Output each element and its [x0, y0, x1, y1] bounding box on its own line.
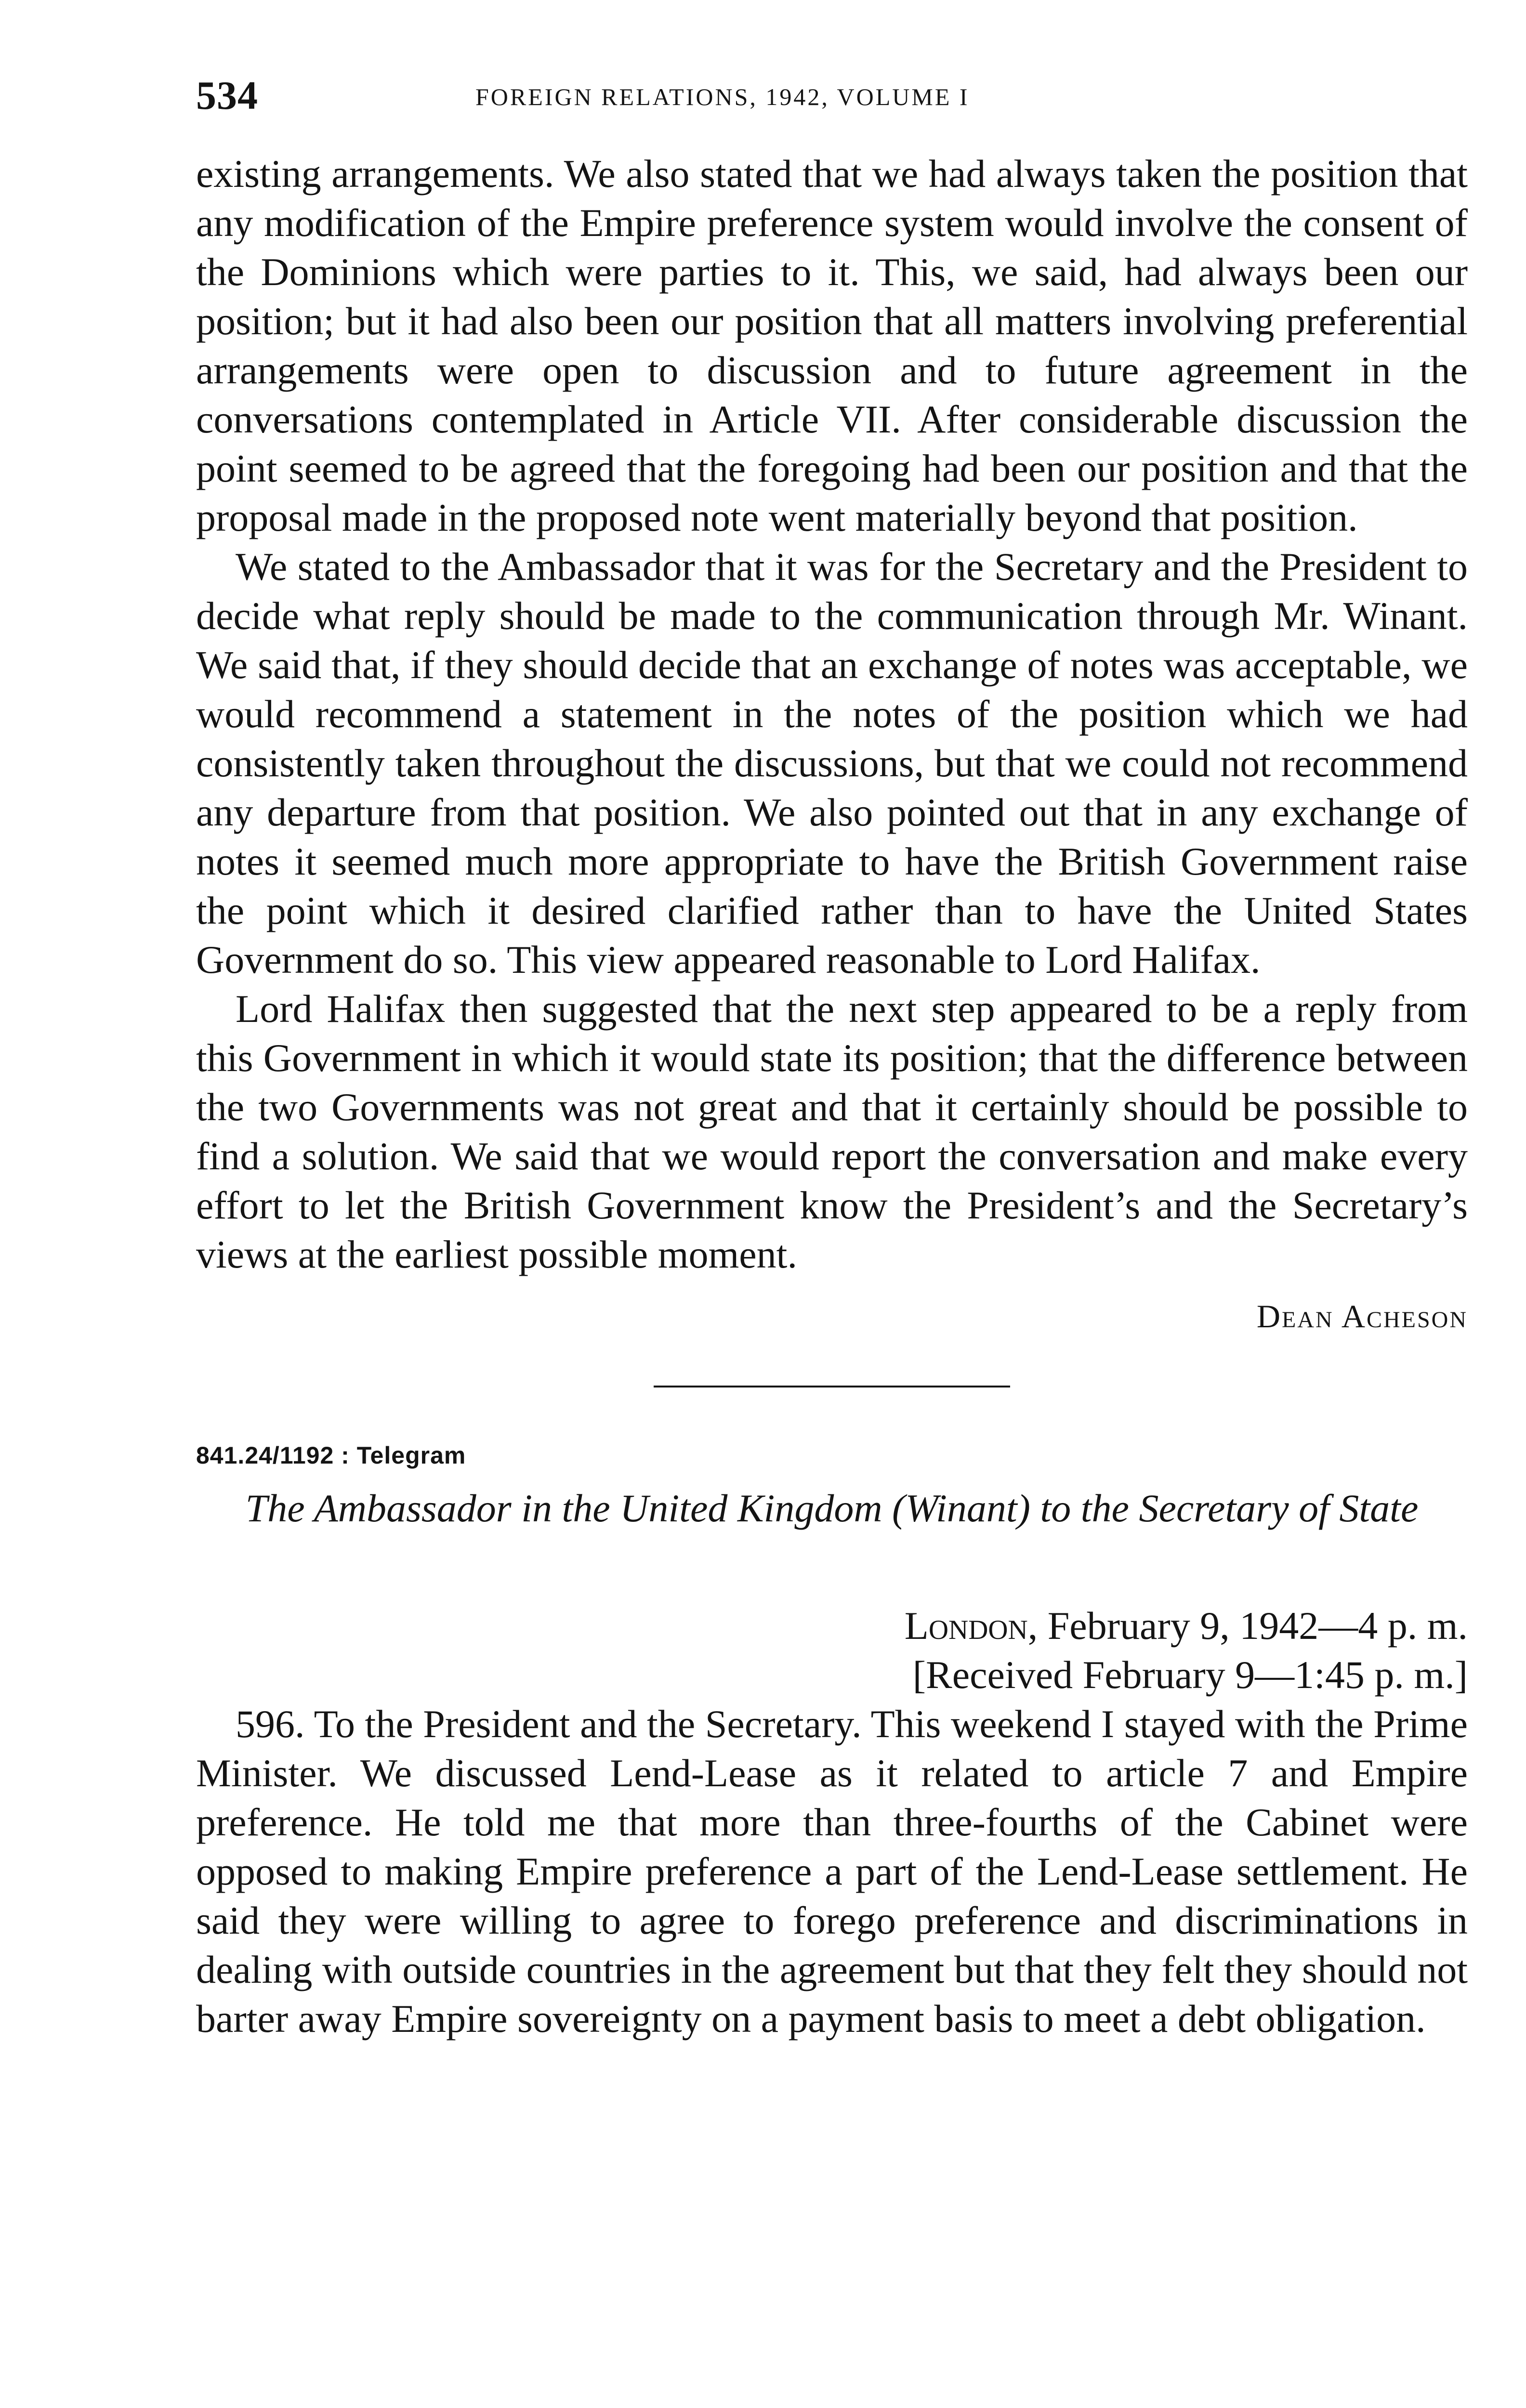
signature: Dean Acheson	[1256, 1298, 1468, 1335]
telegram-text: 596. To the President and the Secretary. This weekend I stayed with the Prime Minister. We discussed Lend-Lease as it related to article 7 and Empire preference. He told me that more than three-fourths of the Cabinet were opposed to making Empire preference a part of the Lend-Lease settlement. He said they were willing to agree to forego preference and discriminations in dealing with outside countries in the agreement but that they felt they should not barter away Empire sovereignty on a payment basis to meet a debt obligation.	[196, 1702, 1468, 2041]
paragraph-continued: existing arrangements. We also stated that we had always taken the position that any modification of the Empire preference system would involve the consent of the Dominions which were parties to it. This, we said, had always been our position; but it had also been our position that all matters involving preferential arrangements were open to discussion and to future agreement in the conversations contemplated in Article VII. After considerable discussion the point seemed to be agreed that the foregoing had been our position and that the proposal made in the proposed note went materially beyond that position.	[196, 152, 1468, 539]
paragraph-lord-halifax: Lord Halifax then suggested that the next step appeared to be a reply from this Government in which it would state its position; that the difference between the two Governments was not great and that it certainly should be possible to find a solution. We said that we would report the conversation and make every effort to let the British Government know the President’s and the Secretary’s views at the earliest possible moment.	[196, 987, 1468, 1276]
running-head: FOREIGN RELATIONS, 1942, VOLUME I	[475, 83, 970, 110]
file-reference: 841.24/1192 : Telegram	[196, 1442, 466, 1469]
section-divider	[654, 1386, 1010, 1387]
page-header	[196, 72, 1468, 149]
dateline-date: , February 9, 1942—4 p. m.	[1027, 1604, 1468, 1648]
paragraph-ambassador-reply: We stated to the Ambassador that it was for the Secretary and the President to decide what reply should be made to the communication through Mr. Winant. We said that, if they should decide that an exchange of notes was acceptable, we would recommend a statement in the notes of the position which we had consistently taken throughout the discussions, but that we could not recommend any departure from that position. We also pointed out that in any exchange of notes it seemed much more appropriate to have the British Government raise the point which it desired clarified rather than to have the United States Government do so. This view appeared reasonable to Lord Halifax.	[196, 545, 1468, 982]
dateline	[196, 1601, 1468, 1650]
dateline-place: London	[904, 1604, 1028, 1648]
received-note: [Received February 9—1:45 p. m.]	[912, 1653, 1468, 1697]
document-title: The Ambassador in the United Kingdom (Winant) to the Secretary of State	[245, 1486, 1419, 1530]
document-page	[196, 72, 1468, 2043]
page-number: 534	[196, 73, 258, 118]
